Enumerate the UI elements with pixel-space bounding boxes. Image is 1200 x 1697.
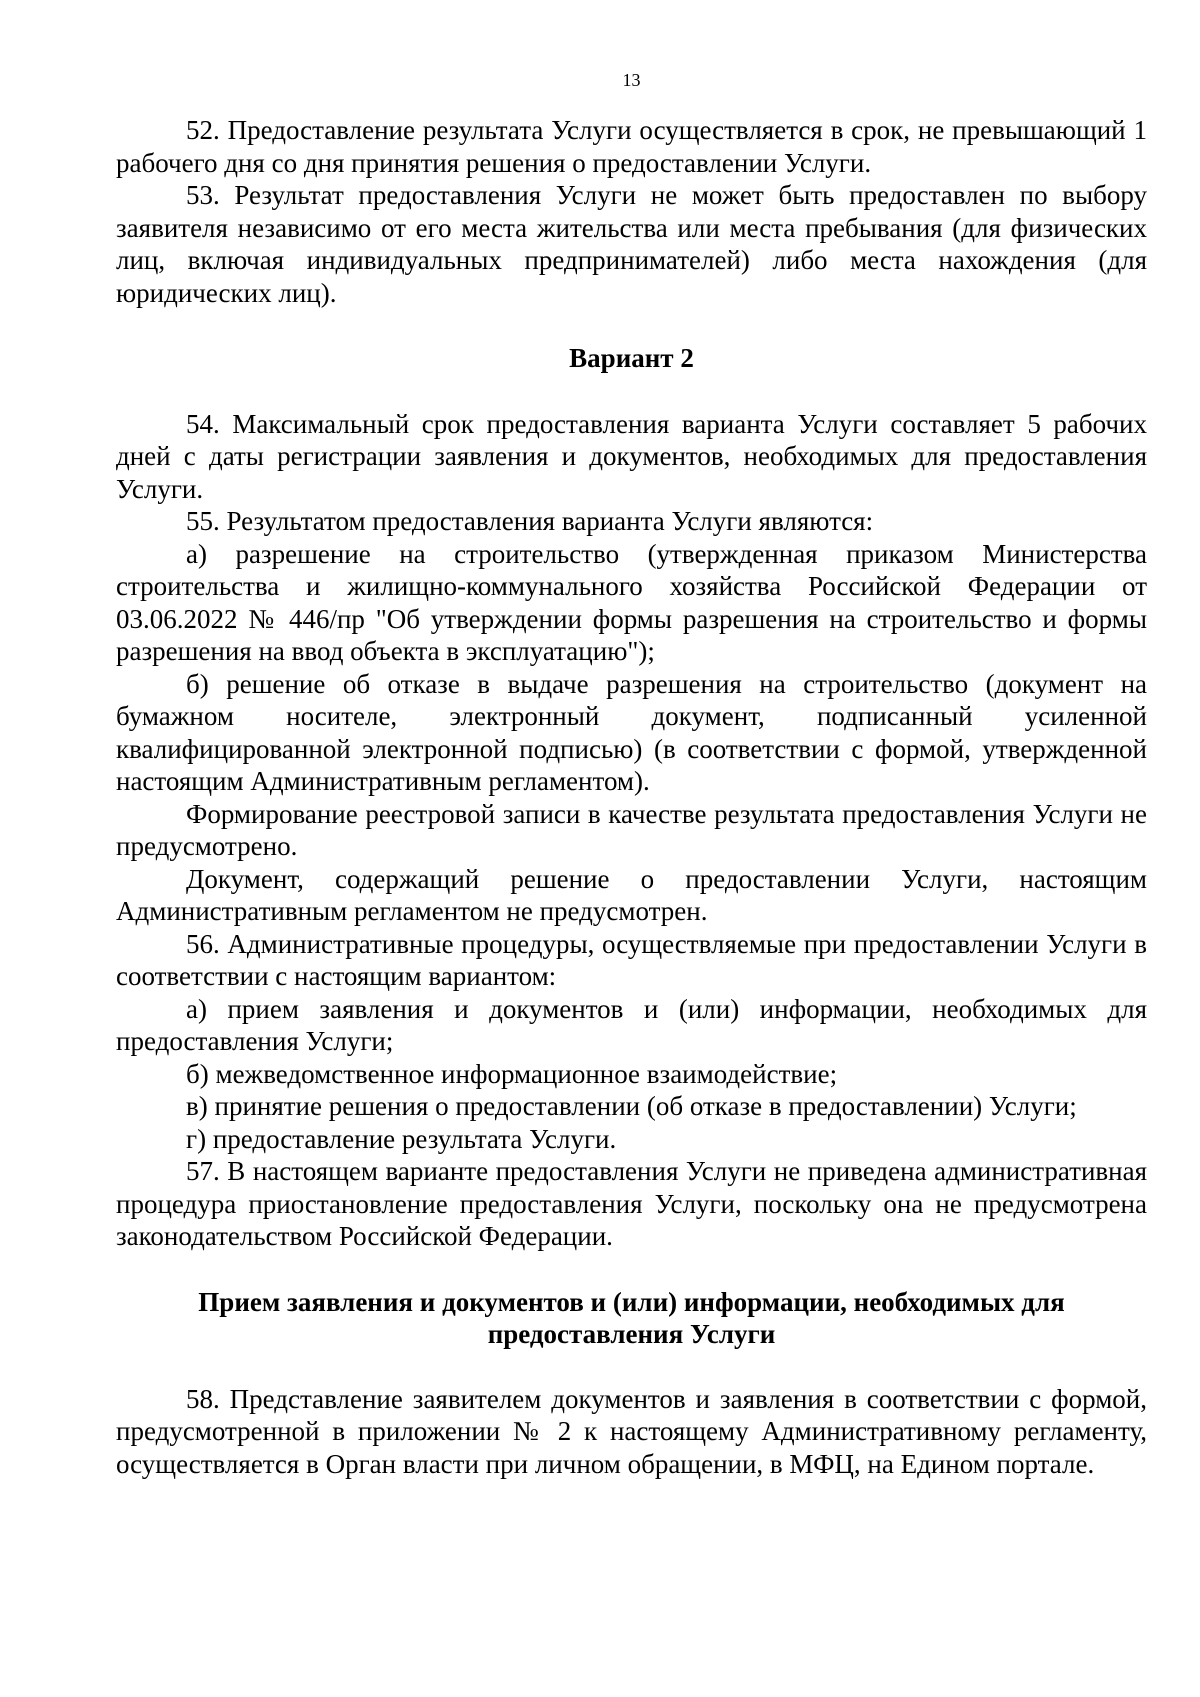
paragraph-53: 53. Результат предоставления Услуги не может быть предоставлен по выбору заявителя независимо от его места жительства или места пребывания (для физических лиц, включая индивидуальных предпринимателей) либо места нахождения (для юридических лиц). bbox=[116, 180, 1147, 308]
page-number: 13 bbox=[622, 70, 641, 90]
paragraph-58: 58. Представление заявителем документов и заявления в соответствии с формой, предусмотренной в приложении № 2 к настоящему Административному регламенту, осуществляется в Орган власти при личном обращении, в МФЦ, на Едином портале. bbox=[116, 1383, 1147, 1479]
paragraph-56-a: а) прием заявления и документов и (или) информации, необходимых для предоставления Услуги; bbox=[116, 993, 1147, 1056]
paragraph-52: 52. Предоставление результата Услуги осуществляется в срок, не превышающий 1 рабочего дня со дня принятия решения о предоставлении Услуги. bbox=[116, 115, 1147, 178]
paragraph-55: 55. Результатом предоставления варианта Услуги являются: bbox=[186, 506, 874, 536]
paragraph-54: 54. Максимальный срок предоставления варианта Услуги составляет 5 рабочих дней с даты регистрации заявления и документов, необходимых для предоставления Услуги. bbox=[116, 408, 1147, 504]
paragraph-55-b: б) решение об отказе в выдаче разрешения на строительство (документ на бумажном носителе, электронный документ, подписанный усиленной квалифицированной электронной подписью) (в соответствии с формой, утвержденной настоящим Административным регламентом). bbox=[116, 668, 1147, 796]
heading-variant-2: Вариант 2 bbox=[569, 343, 694, 373]
paragraph-57: 57. В настоящем варианте предоставления Услуги не приведена административная процедура приостановление предоставления Услуги, поскольку она не предусмотрена законодательством Российской Федерации. bbox=[116, 1156, 1147, 1251]
paragraph-56-g: г) предоставление результата Услуги. bbox=[186, 1123, 617, 1154]
document-page bbox=[116, 70, 1147, 1480]
heading-section-reception: Прием заявления и документов и (или) информации, необходимых для предоставления Услуги bbox=[198, 1286, 1065, 1349]
paragraph-55-a: а) разрешение на строительство (утвержденная приказом Министерства строительства и жилищно-коммунального хозяйства Российской Федерации от 03.06.2022 № 446/пр "Об утверждении формы разрешения на строительство и формы разрешения на ввод объекта в эксплуатацию"); bbox=[116, 538, 1147, 666]
paragraph-registry-record: Формирование реестровой записи в качестве результата предоставления Услуги не предусмотрено. bbox=[116, 798, 1147, 861]
paragraph-56-b: б) межведомственное информационное взаимодействие; bbox=[186, 1058, 838, 1089]
paragraph-decision-document: Документ, содержащий решение о предоставлении Услуги, настоящим Административным регламентом не предусмотрен. bbox=[116, 863, 1147, 926]
paragraph-56: 56. Административные процедуры, осуществляемые при предоставлении Услуги в соответствии с настоящим вариантом: bbox=[116, 928, 1147, 991]
paragraph-56-v: в) принятие решения о предоставлении (об отказе в предоставлении) Услуги; bbox=[186, 1091, 1077, 1121]
